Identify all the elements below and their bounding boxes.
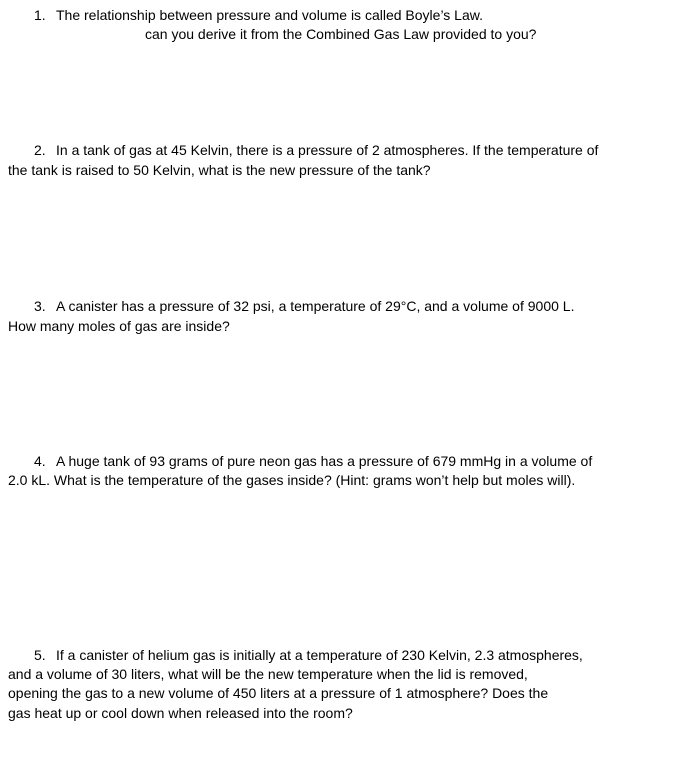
question-1-number: 1. — [34, 7, 46, 23]
question-1-line-1: 1. The relationship between pressure and volume is called Boyle’s Law. — [34, 7, 483, 23]
question-5-line-3: opening the gas to a new volume of 450 liters at a pressure of 1 atmosphere? Does the — [8, 685, 549, 701]
question-4-line-2: 2.0 kL. What is the temperature of the gases inside? (Hint: grams won’t help but moles will). — [8, 472, 576, 488]
question-4-line-1: 4. A huge tank of 93 grams of pure neon gas has a pressure of 679 mmHg in a volume of — [34, 453, 593, 469]
question-4-number: 4. — [34, 453, 46, 469]
question-2-line-1: 2. In a tank of gas at 45 Kelvin, there is a pressure of 2 atmospheres. If the temperature of — [34, 142, 599, 158]
question-3-number: 3. — [34, 298, 46, 314]
question-3-line-2: How many moles of gas are inside? — [8, 318, 230, 334]
question-5-line-1: 5. If a canister of helium gas is initially at a temperature of 230 Kelvin, 2.3 atmospheres, — [34, 647, 583, 663]
question-3-line-1: 3. A canister has a pressure of 32 psi, a temperature of 29°C, and a volume of 9000 L. — [34, 298, 575, 314]
question-5-line-4: gas heat up or cool down when released into the room? — [8, 705, 353, 721]
question-1-line-2: can you derive it from the Combined Gas Law provided to you? — [145, 26, 537, 42]
question-5-number: 5. — [34, 647, 46, 663]
question-2-number: 2. — [34, 142, 46, 158]
question-5-line-2: and a volume of 30 liters, what will be the new temperature when the lid is removed, — [8, 666, 528, 682]
question-2-line-2: the tank is raised to 50 Kelvin, what is the new pressure of the tank? — [8, 162, 431, 178]
